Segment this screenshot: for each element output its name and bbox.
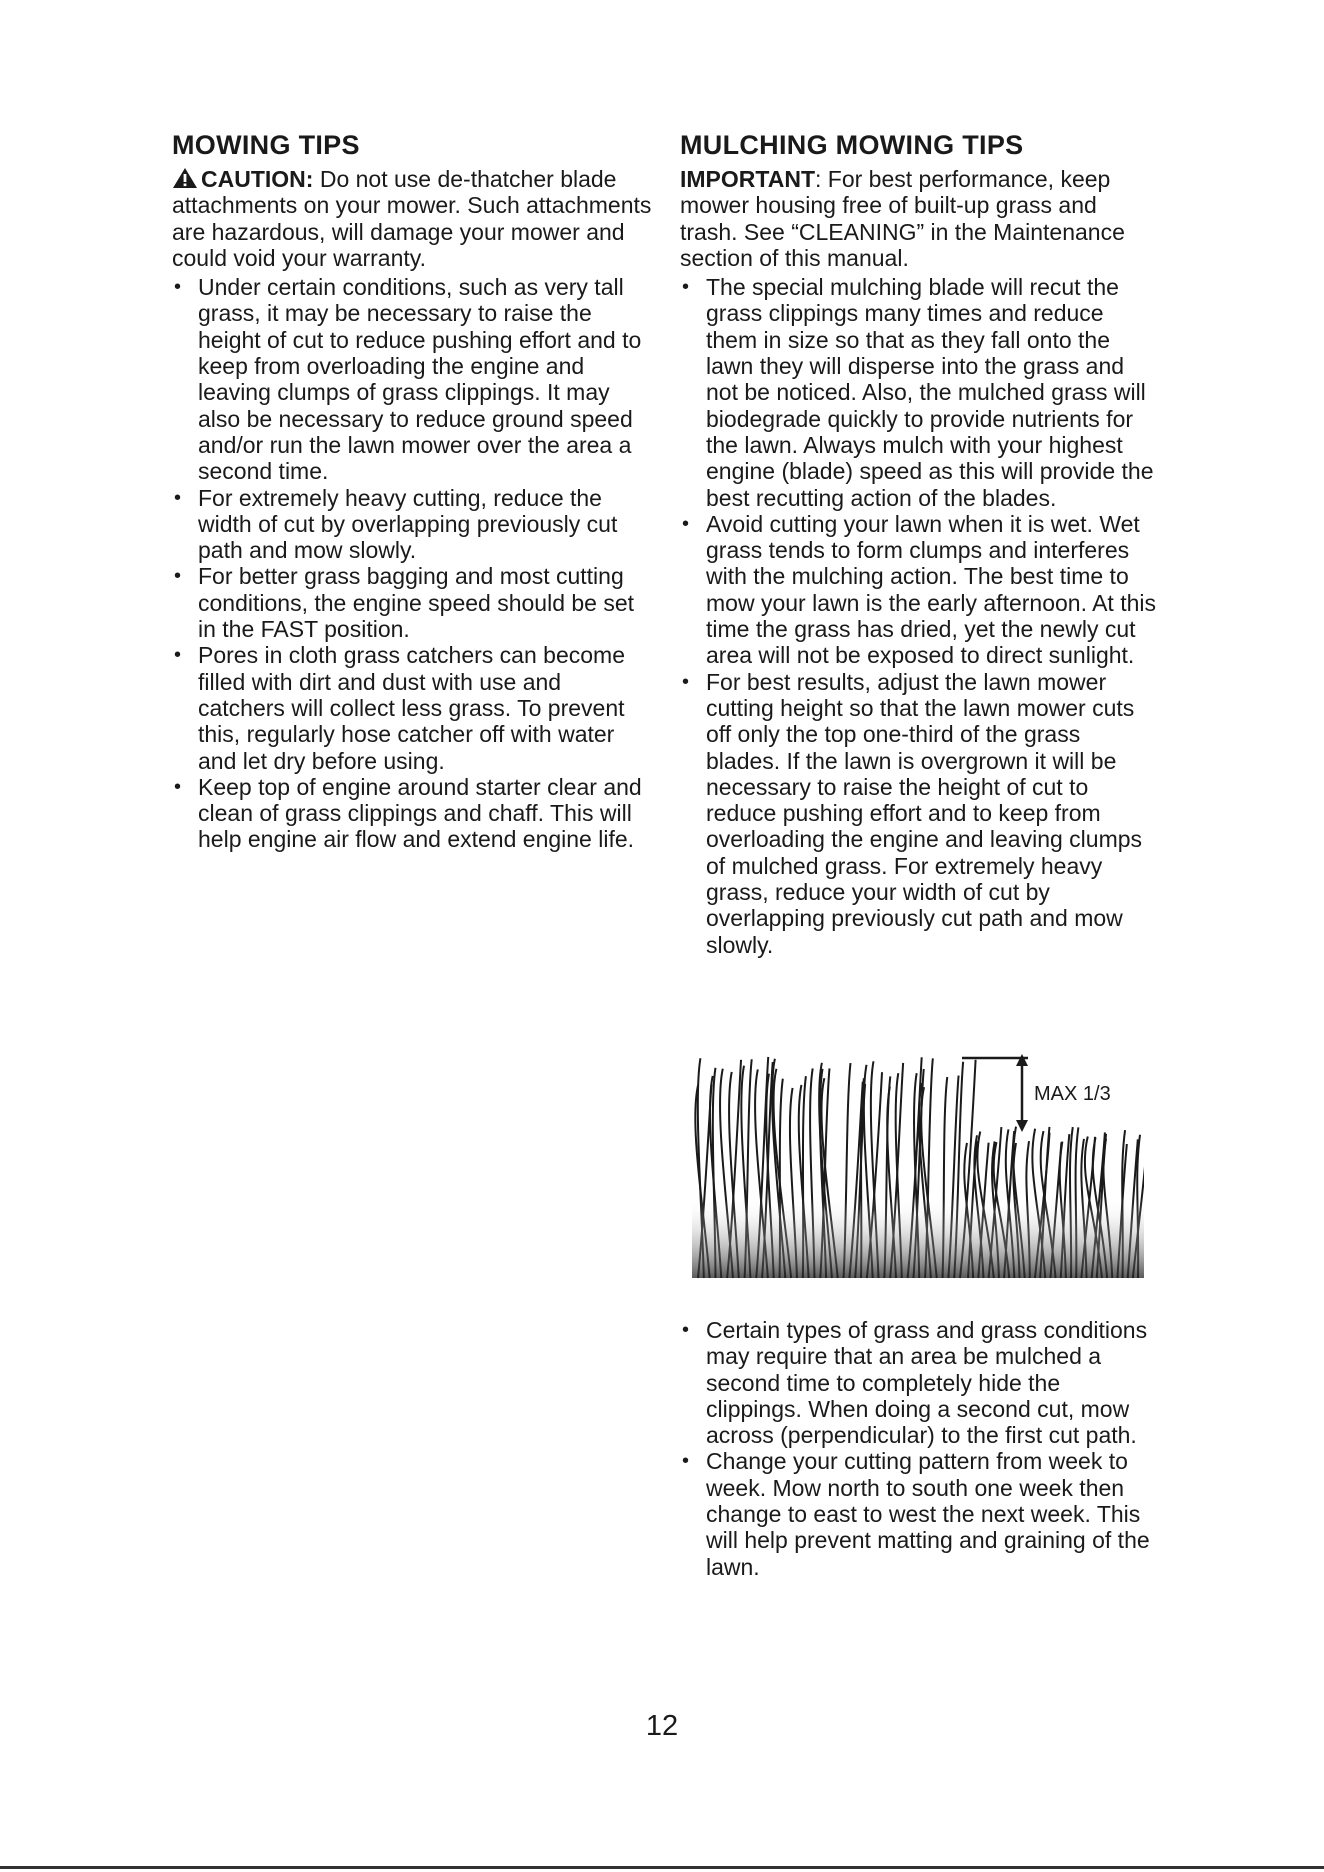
- mulching-tips-list-continued: [680, 1317, 1158, 1580]
- list-item: • For best results, adjust the lawn mower cutting height so that the lawn mower cuts off only the top one-third of the grass blades. If the lawn is overgrown it will be necessary to raise the height of cut to reduce pushing effort and to keep from overloading the engine and leaving clumps of mulched grass. For extremely heavy grass, reduce your width of cut by overlapping previously cut path and mow slowly.: [680, 669, 1158, 958]
- ground-shading: [692, 1198, 1144, 1278]
- list-item: • Under certain conditions, such as very tall grass, it may be necessary to raise the height of cut to reduce pushing effort and to keep from overloading the engine and leaving clumps of grass clippings. It may also be necessary to reduce ground speed and/or run the lawn mower over the area a second time.: [172, 274, 652, 484]
- warning-triangle-icon: [172, 167, 198, 189]
- arrow-up-icon: [1016, 1054, 1028, 1066]
- bottom-divider: [0, 1866, 1324, 1869]
- mowing-tips-heading: MOWING TIPS: [172, 130, 360, 160]
- mulching-tips-column: [680, 128, 1158, 958]
- mowing-tips-column: [172, 128, 652, 853]
- mowing-tips-list: [172, 274, 652, 853]
- caution-label: CAUTION:: [201, 166, 314, 192]
- grass-cutting-height-figure: [692, 1048, 1144, 1280]
- arrow-down-icon: [1016, 1120, 1028, 1132]
- important-paragraph: [680, 166, 1158, 271]
- list-item: • For extremely heavy cutting, reduce the width of cut by overlapping previously cut path and mow slowly.: [172, 485, 652, 564]
- caution-paragraph: [172, 166, 652, 271]
- list-item: • Avoid cutting your lawn when it is wet. Wet grass tends to form clumps and interferes with the mulching action. The best time to mow your lawn is the early afternoon. At this time the grass has dried, yet the newly cut area will not be exposed to direct sunlight.: [680, 511, 1158, 669]
- mulching-tips-continued: [680, 1314, 1158, 1580]
- max-label: MAX 1/3: [1034, 1083, 1111, 1105]
- caution-text: Do not use de-thatcher blade attachments on your mower. Such attachments are hazardous, will damage your mower and could void your warranty.: [172, 166, 652, 271]
- list-item: • The special mulching blade will recut the grass clippings many times and reduce them in size so that as they fall onto the lawn they will disperse into the grass and not be noticed. Also, the mulched grass will biodegrade quickly to provide nutrients for the lawn. Always mulch with your highest engine (blade) speed as this will provide the best recutting action of the blades.: [680, 274, 1158, 511]
- important-text: : For best performance, keep mower housing free of built-up grass and trash. See “CLEANING” in the Maintenance section of this manual.: [680, 166, 1125, 271]
- important-label: IMPORTANT: [680, 166, 816, 192]
- page-number: 12: [645, 1710, 679, 1742]
- list-item: • Pores in cloth grass catchers can become filled with dirt and dust with use and catchers will collect less grass. To prevent this, regularly hose catcher off with water and let dry before using.: [172, 642, 652, 773]
- list-item: • For better grass bagging and most cutting conditions, the engine speed should be set in the FAST position.: [172, 563, 652, 642]
- list-item: • Change your cutting pattern from week to week. Mow north to south one week then change to east to west the next week. This will help prevent matting and graining of the lawn.: [680, 1448, 1158, 1579]
- mulching-tips-list: [680, 274, 1158, 958]
- list-item: • Keep top of engine around starter clear and clean of grass clippings and chaff. This will help engine air flow and extend engine life.: [172, 774, 652, 853]
- list-item: • Certain types of grass and grass conditions may require that an area be mulched a second time to completely hide the clippings. When doing a second cut, mow across (perpendicular) to the first cut path.: [680, 1317, 1158, 1448]
- mulching-tips-heading: MULCHING MOWING TIPS: [680, 130, 1024, 160]
